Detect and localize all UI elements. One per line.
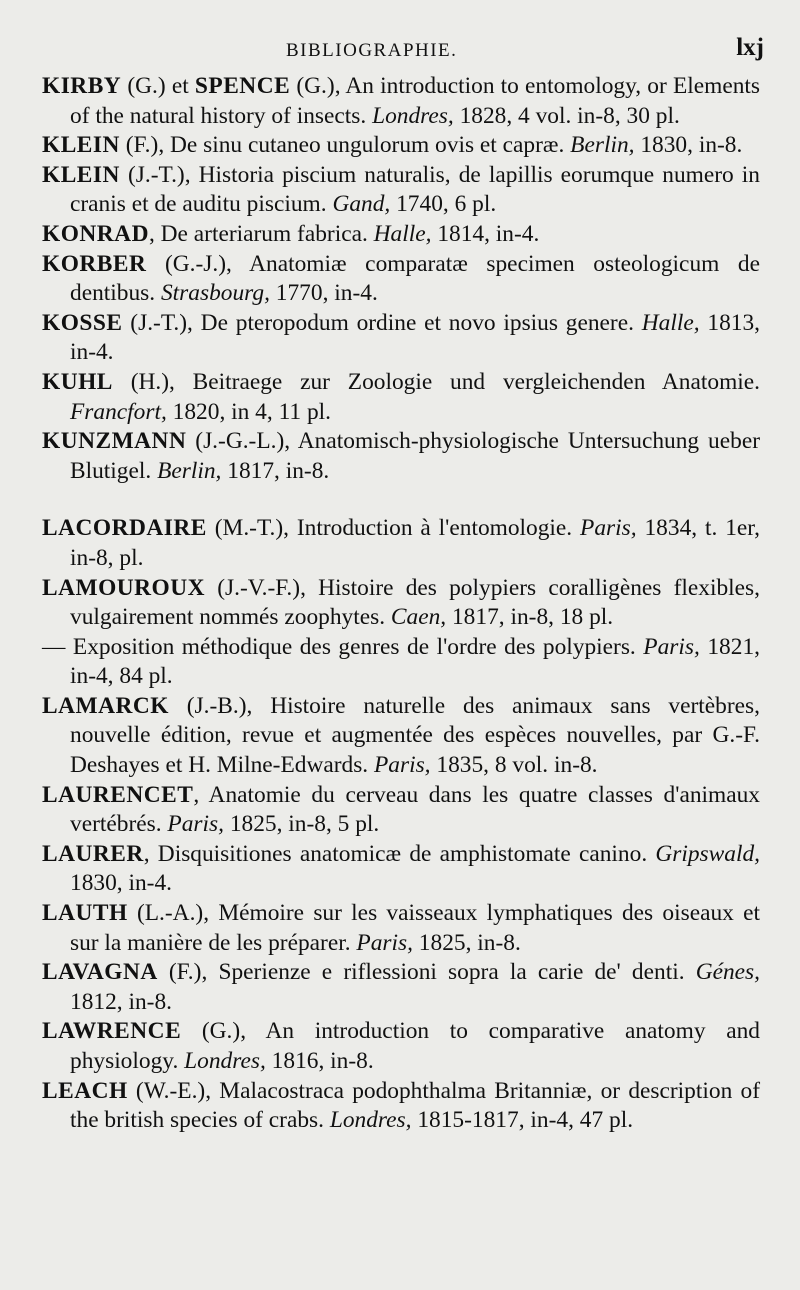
bibliography-entry [42,1017,760,1076]
entry-author: SPENCE [194,73,291,99]
entry-imprint: 1830, in-4. [70,870,173,897]
bibliography-entry [42,840,760,899]
entry-place: Berlin, [157,457,222,484]
entry-imprint: 1740, 6 pl. [390,191,497,218]
entry-text: , Disquisitiones anatomicæ de amphistomate canino. [143,840,656,867]
entry-author: KUHL [42,368,113,395]
bibliography-entry [42,131,760,161]
entry-imprint: 1813, in-4. [70,309,761,366]
entry-author: KLEIN [42,132,120,159]
bibliography-entry [42,574,760,633]
entry-imprint: 1835, 8 vol. in-8. [430,752,598,779]
entry-imprint: 1817, in-8. [221,457,330,484]
running-title: BIBLIOGRAPHIE. [286,40,458,61]
entry-author: KOSSE [42,309,123,336]
entry-author: LEACH [42,1077,128,1104]
entry-text: (G.) et [121,73,195,99]
entry-imprint: 1816, in-8. [265,1048,374,1074]
entry-imprint: 1820, in 4, 11 pl. [166,398,331,425]
bibliography-entry [42,72,760,131]
page-header [0,34,800,74]
entry-place: Gripswald, [655,840,760,867]
entry-author: LAMOUROUX [42,574,206,601]
entry-imprint: 1815-1817, in-4, 47 pl. [411,1107,634,1134]
entry-text: Exposition méthodique des genres de l'ordre des polypiers. [65,633,644,660]
entry-text: (L.-A.), Mémoire sur les vaisseaux lymphatiques des oiseaux et sur la manière de les préparer. [70,900,760,956]
entry-imprint: 1825, in-8. [412,929,521,956]
bibliography-entry [42,250,760,309]
entry-place: Berlin, [570,132,635,159]
entry-place: Génes, [695,959,760,986]
entry-author: LACORDAIRE [42,515,207,542]
entry-imprint: 1814, in-4. [431,220,540,247]
entry-place: Gand, [332,191,391,218]
entry-author: LAURENCET [42,781,194,808]
entry-text: (G.), An introduction to entomology, or Elements of the natural history of insects. [70,73,760,129]
bibliography-entry [42,368,760,427]
bibliography-entry [42,692,760,781]
entry-place: Paris, [643,633,700,660]
bibliography-entry [42,899,760,958]
entry-text: (F.), Sperienze e riflessioni sopra la carie de' denti. [157,959,696,986]
entry-text: , Anatomie du cerveau dans les quatre classes d'animaux vertébrés. [70,781,760,838]
bibliography-entry [42,781,760,840]
entry-place: Paris, [374,752,431,779]
entry-text: (G.-J.), Anatomiæ comparatæ specimen osteologicum de dentibus. [70,250,760,307]
entry-place: Paris, [167,811,224,838]
entry-place: Londres, [372,102,454,129]
entry-text: (J.-B.), Histoire naturelle des animaux sans vertèbres, nouvelle édition, revue et augmentée des espèces nouvelles, par G.-F. Deshayes et H. Milne-Edwards. [70,692,760,779]
bibliography-entry [42,1077,760,1136]
entry-place: Strasbourg, [160,280,270,307]
entry-place: Francfort, [70,398,167,425]
bibliography-list [42,72,760,1136]
entry-text: (H.), Beitraege zur Zoologie und vergleichenden Anatomie. [112,368,760,395]
entry-text: (G.), An introduction to comparative anatomy and physiology. [70,1018,760,1074]
bibliography-entry [42,514,760,573]
entry-imprint: 1834, t. 1er, in-8, pl. [70,515,761,571]
entry-place: Londres, [184,1048,266,1074]
bibliography-entry [42,958,760,1017]
letter-section-break [42,486,760,514]
entry-imprint: 1812, in-8. [70,988,173,1015]
entry-author: KIRBY [42,73,122,99]
entry-imprint: 1817, in-8, 18 pl. [446,604,614,631]
entry-author: KLEIN [42,161,120,188]
entry-author: LAMARCK [42,692,169,719]
entry-imprint: 1821, in-4, 84 pl. [70,633,760,690]
entry-text: , De arteriarum fabrica. [148,220,374,247]
entry-imprint: 1828, 4 vol. in-8, 30 pl. [453,102,680,129]
entry-author: LAURER [42,840,144,867]
bibliography-entry [42,633,760,692]
entry-author: KUNZMANN [42,428,187,455]
entry-place: Halle, [373,220,432,247]
entry-text: (J.-T.), De pteropodum ordine et novo ipsius genere. [122,309,642,336]
bibliography-entry [42,309,760,368]
entry-text: (F.), De sinu cutaneo ungulorum ovis et capræ. [119,132,571,159]
entry-place: Paris, [356,929,413,956]
entry-text: (J.-T.), Historia piscium naturalis, de lapillis eorumque numero in cranis et de auditu piscium. [70,161,760,218]
entry-imprint: 1770, in-4. [269,280,378,307]
entry-place: Halle, [641,309,700,336]
entry-author: KORBER [42,250,147,277]
entry-text: (M.-T.), Introduction à l'entomologie. [206,515,581,542]
entry-author: KONRAD [42,220,149,247]
entry-text: (J.-V.-F.), Histoire des polypiers coralligènes flexibles, vulgairement nommés zoophytes. [70,574,760,631]
entry-place: Caen, [390,604,447,631]
bibliography-entry [42,220,760,250]
entry-author: LAWRENCE [42,1018,182,1045]
entry-text: (J.-G.-L.), Anatomisch-physiologische Untersuchung ueber Blutigel. [70,428,760,484]
entry-text: (W.-E.), Malacostraca podophthalma Britanniæ, or description of the british species of crabs. [70,1077,760,1134]
page-number: lxj [736,34,764,61]
ditto-dash: — [42,633,66,660]
bibliography-entry [42,427,760,486]
entry-place: Paris, [580,515,637,542]
bibliography-entry [42,161,760,220]
entry-place: Londres, [329,1107,412,1134]
entry-author: LAUTH [42,900,128,927]
entry-author: LAVAGNA [42,959,158,986]
entry-imprint: 1830, in-8. [634,132,743,159]
entry-imprint: 1825, in-8, 5 pl. [223,811,380,838]
